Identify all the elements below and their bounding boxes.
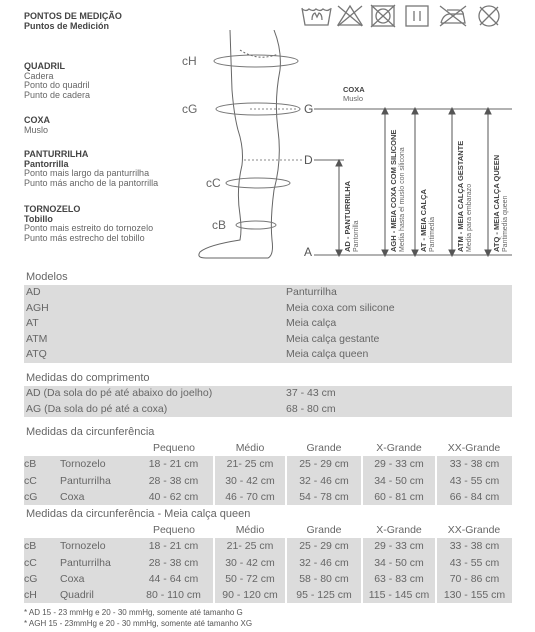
size-value: 32 - 46 cm (286, 473, 362, 489)
bar-at-sub: Pantimedia (429, 216, 436, 252)
point-title: QUADRIL (24, 61, 65, 71)
point-line: Ponto do quadril (24, 80, 90, 90)
table-row (24, 402, 512, 418)
point-code: cG (24, 571, 60, 587)
bar-ad-title: AD - PANTURRILHA (343, 180, 352, 252)
model-desc: Panturrilha (286, 286, 337, 298)
heading-title: PONTOS DE MEDIÇÃO (24, 11, 122, 21)
circunferencia-table (24, 440, 512, 505)
size-value: 115 - 145 cm (362, 587, 436, 603)
queen-section (24, 507, 512, 603)
point-line: Punto de cadera (24, 89, 91, 100)
size-value: 95 - 125 cm (286, 587, 362, 603)
size-value: 32 - 46 cm (286, 555, 362, 571)
model-code: AT (26, 317, 39, 329)
point-subtitle: Tobillo (24, 213, 53, 224)
size-value: 60 - 81 cm (362, 489, 436, 505)
length-value: 68 - 80 cm (286, 402, 336, 415)
table-row (24, 489, 512, 505)
size-value: 21- 25 cm (214, 456, 286, 472)
size-header: Pequeno (134, 522, 214, 538)
bar-atq-sub: Pantimedia queen (502, 195, 509, 252)
size-value: 18 - 21 cm (134, 456, 214, 472)
no-bleach-icon (338, 6, 362, 26)
modelos-section (24, 270, 512, 363)
size-value: 34 - 50 cm (362, 473, 436, 489)
point-name: Panturrilha (60, 473, 134, 489)
model-code: AD (26, 286, 41, 298)
size-header: X-Grande (362, 440, 436, 456)
model-desc: Meia calça gestante (286, 332, 380, 345)
model-code: AGH (26, 301, 49, 314)
size-value: 29 - 33 cm (362, 538, 436, 554)
size-value: 70 - 86 cm (436, 571, 512, 587)
table-row (24, 285, 512, 301)
model-desc: Meia coxa com silicone (286, 301, 395, 314)
size-value: 50 - 72 cm (214, 571, 286, 587)
cB-ellipse (236, 221, 276, 229)
table-row (24, 538, 512, 554)
size-value: 25 - 29 cm (286, 538, 362, 554)
leg-diagram (178, 30, 535, 265)
label-cB: cB (212, 218, 227, 232)
bar-agh-sub: Media hasta el muslo con silicona (399, 147, 406, 252)
table-header-row (24, 440, 512, 456)
point-line: Punto más estrecho del tobillo (24, 232, 145, 243)
hand-wash-icon (302, 8, 331, 25)
table-row (24, 473, 512, 489)
point-name: Quadril (60, 587, 134, 603)
point-name: Tornozelo (60, 456, 134, 472)
cC-ellipse (226, 178, 290, 188)
table-row (24, 316, 512, 332)
point-line: Ponto mais estreito do tornozelo (24, 223, 154, 233)
size-value: 80 - 110 cm (134, 587, 214, 603)
point-title: COXA (24, 115, 51, 125)
size-value: 66 - 84 cm (436, 489, 512, 505)
model-code: ATM (26, 332, 48, 345)
length-label: AD (Da sola do pé até abaixo do joelho) (26, 387, 213, 399)
point-line: Muslo (24, 124, 49, 135)
label-cH: cH (182, 54, 197, 68)
size-value: 43 - 55 cm (436, 555, 512, 571)
size-value: 58 - 80 cm (286, 571, 362, 587)
label-cG: cG (182, 102, 198, 116)
size-value: 18 - 21 cm (134, 538, 214, 554)
bar-ad-sub: Pantorrilla (353, 220, 360, 252)
length-label: AG (Da sola do pé até a coxa) (26, 402, 168, 415)
size-value: 63 - 83 cm (362, 571, 436, 587)
size-header: X-Grande (362, 522, 436, 538)
size-value: 54 - 78 cm (286, 489, 362, 505)
size-value: 44 - 64 cm (134, 571, 214, 587)
point-name: Panturrilha (60, 555, 134, 571)
no-tumble-dry-icon (371, 5, 395, 27)
point-tornozelo (24, 205, 153, 243)
label-cC: cC (206, 176, 221, 190)
point-quadril (24, 62, 90, 100)
table-row (24, 386, 512, 402)
length-value: 37 - 43 cm (286, 387, 336, 399)
point-code: cC (24, 473, 60, 489)
size-header: XX-Grande (436, 522, 512, 538)
point-code: cH (24, 587, 60, 603)
bar-atm-title: ATM - MEIA CALÇA GESTANTE (456, 140, 465, 252)
coxa-title: COXA (343, 85, 365, 94)
point-line: Ponto mais largo da panturrilha (24, 168, 150, 178)
size-value: 46 - 70 cm (214, 489, 286, 505)
table-row (24, 301, 512, 317)
table-row (24, 456, 512, 472)
point-code: cG (24, 489, 60, 505)
point-line: Cadera (24, 70, 54, 81)
queen-table (24, 522, 512, 603)
heading-subtitle: Puntos de Medición (24, 20, 110, 31)
size-value: 130 - 155 cm (436, 587, 512, 603)
point-title: TORNOZELO (24, 204, 81, 214)
circunferencia-section (24, 425, 512, 505)
size-value: 33 - 38 cm (436, 538, 512, 554)
size-value: 33 - 38 cm (436, 456, 512, 472)
coxa-subtitle: Muslo (343, 94, 364, 103)
level-D: D (304, 153, 313, 167)
size-header: XX-Grande (436, 440, 512, 456)
size-header: Médio (214, 522, 286, 538)
size-value: 30 - 42 cm (214, 473, 286, 489)
point-code: cC (24, 555, 60, 571)
bar-atm-sub: Media para embarazo (466, 183, 473, 252)
comprimento-section (24, 371, 512, 417)
point-line: Punto más ancho de la pantorrilla (24, 177, 159, 188)
point-code: cB (24, 538, 60, 554)
size-header: Pequeno (134, 440, 214, 456)
point-subtitle: Pantorrilla (24, 158, 69, 169)
size-value: 28 - 38 cm (134, 473, 214, 489)
size-value: 30 - 42 cm (214, 555, 286, 571)
no-dry-clean-icon (479, 6, 499, 26)
size-value: 43 - 55 cm (436, 473, 512, 489)
comprimento-header: Medidas do comprimento (26, 372, 150, 384)
no-iron-icon (440, 6, 466, 26)
size-header: Grande (286, 522, 362, 538)
point-panturrilha (24, 150, 158, 188)
size-header: Médio (214, 440, 286, 456)
table-header-row (24, 522, 512, 538)
circunferencia-header: Medidas da circunferência (26, 426, 155, 438)
size-value: 25 - 29 cm (286, 456, 362, 472)
model-desc: Meia calça queen (286, 348, 369, 360)
level-A: A (304, 245, 313, 259)
size-value: 21- 25 cm (214, 538, 286, 554)
size-value: 90 - 120 cm (214, 587, 286, 603)
measurement-points-heading (24, 12, 122, 31)
bar-atq-title: ATQ - MEIA CALÇA QUEEN (492, 154, 501, 252)
footnotes (24, 607, 252, 629)
point-name: Coxa (60, 571, 134, 587)
point-coxa (24, 116, 50, 135)
size-value: 34 - 50 cm (362, 555, 436, 571)
bar-agh-title: AGH - MEIA COXA COM SILICONE (389, 129, 398, 252)
level-G: G (304, 102, 314, 116)
point-name: Tornozelo (60, 538, 134, 554)
point-name: Coxa (60, 489, 134, 505)
size-value: 40 - 62 cm (134, 489, 214, 505)
table-row (24, 587, 512, 603)
point-code: cB (24, 456, 60, 472)
footnote: * AGH 15 - 23mmHg e 20 - 30 mmHg, somente até tamanho XG (24, 619, 253, 628)
table-row (24, 332, 512, 348)
modelos-header: Modelos (26, 271, 68, 283)
table-row (24, 555, 512, 571)
point-title: PANTURRILHA (24, 149, 89, 159)
model-code: ATQ (26, 348, 47, 360)
bar-at-title: AT - MEIA CALÇA (419, 189, 428, 252)
table-row (24, 347, 512, 363)
footnote: * AD 15 - 23 mmHg e 20 - 30 mmHg, somente até tamanho G (24, 608, 243, 617)
table-row (24, 571, 512, 587)
size-value: 28 - 38 cm (134, 555, 214, 571)
model-desc: Meia calça (286, 317, 337, 329)
size-value: 29 - 33 cm (362, 456, 436, 472)
dry-flat-icon (406, 6, 428, 26)
size-header: Grande (286, 440, 362, 456)
queen-header: Medidas da circunferência - Meia calça queen (26, 508, 251, 520)
care-icons (300, 4, 510, 28)
